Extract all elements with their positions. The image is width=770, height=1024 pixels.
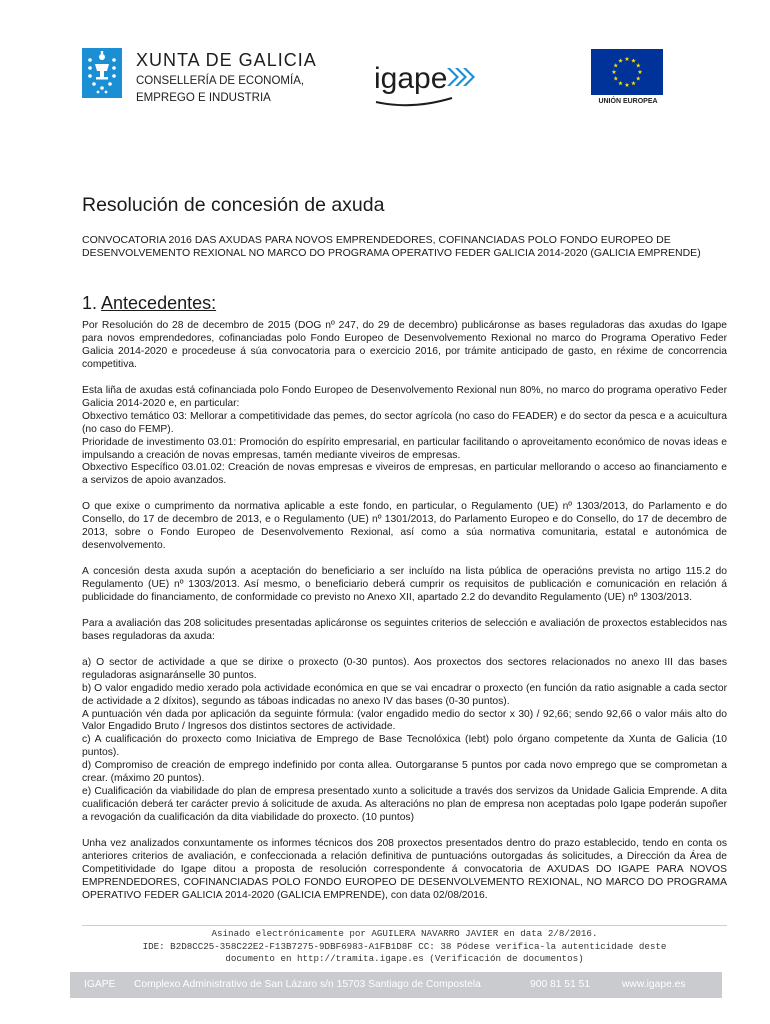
paragraph-evaluation: Para a avaliación das 208 solicitudes presentadas aplicáronse os seguintes criterios de selección e avaliación de proxectos establecidos nas bases reguladoras da axuda: — [82, 617, 727, 642]
conselleria-line-2: EMPREGO E INDUSTRIA — [136, 92, 271, 104]
criterion-c: c) A cualificación do proxecto como Iniciativa de Emprego de Base Tecnolóxica (Iebt) polo órgano competente da Xunta de Galicia (10 puntos). — [82, 734, 727, 759]
section-heading — [82, 293, 216, 314]
section-number: 1. — [82, 293, 102, 313]
signature-line-2: IDE: B2D8CC25-358C22E2-F13B7275-9DBF6983-A1FB1D8F CC: 38 Pódese verifica-la autenticidade deste — [142, 940, 667, 952]
paragraph-investment-priority: Prioridade de investimento 03.01: Promoción do espírito empresarial, en particular facilitando o aproveitamento económico de novas ideas e impulsando a creación de novas empresas, tamén mediante viveiros de empresas. — [82, 436, 727, 461]
footer-address: Complexo Administrativo de San Lázaro s/n 15703 Santiago de Compostela — [134, 979, 481, 990]
footer-org: IGAPE — [84, 979, 116, 990]
electronic-signature — [82, 928, 727, 966]
paragraph-resolution: Por Resolución do 28 de decembro de 2015 (DOG nº 247, do 29 de decembro) publicáronse as bases reguladoras das axudas do Igape para novos emprendedores, cofinanciadas polo Fondo Europeo de Desenvolvemento Rexional no marco do Programa Operativo Feder Galicia 2014-2020 e procedeuse á súa convocatoria para o exercicio 2016, por trámite anticipado de gasto, en réxime de concorrencia competitiva. — [82, 320, 727, 370]
paragraph-proposal: Unha vez analizados conxuntamente os informes técnicos dos 208 proxectos presentados dentro do prazo establecido, tendo en conta os anteriores criterios de avaliación, e confeccionada a relación definitiva de puntuacións outorgadas ás solicitudes, a Dirección da Área de Competitividade do Igape ditou a proposta de resolución correspondente á convocatoria de AXUDAS DO IGAPE PARA NOVOS EMPRENDEDORES, COFINANCIADAS POLO FONDO EUROPEO DE DESENVOLVEMENTO REXIONAL, NO MARCO DO PROGRAMA OPERATIVO FEDER GALICIA 2014-2020 (GALICIA EMPRENDE), con data 02/08/2016. — [82, 838, 727, 901]
paragraph-specific-objective: Obxectivo Específico 03.01.02: Creación de novas empresas e viveiros de empresas, en particular mellorando o acceso ao financiamento e a servizos de apoio avanzados. — [82, 462, 727, 487]
signature-divider — [82, 925, 727, 926]
footer-web[interactable]: www.igape.es — [622, 979, 686, 990]
signature-line-1: Asinado electrónicamente por AGUILERA NAVARRO JAVIER en data 2/8/2016. — [211, 928, 598, 939]
criterion-b: b) O valor engadido medio xerado pola actividade económica en que se vai encadrar o proxecto (en función da ratio asignable a cada sector de actividade a 2 díxitos), segundo as táboas indicadas no anexo IV das bases (0-30 puntos). — [82, 682, 727, 707]
paragraph-cofinancing: Esta liña de axudas está cofinanciada polo Fondo Europeo de Desenvolvemento Rexional nun 80%, no marco do programa operativo Feder Galicia 2014-2020 e, en particular: — [82, 384, 727, 409]
page-footer — [70, 972, 722, 998]
criterion-a: a) O sector de actividade a que se dirixe o proxecto (0-30 puntos). Aos proxectos dos sectores relacionados no anexo III das bases reguladoras asignaránselle 30 puntos. — [82, 656, 727, 681]
criterion-e: e) Cualificación da viabilidade do plan de empresa presentado xunto a solicitude a través dos servizos da Unidade Galicia Emprende. A dita cualificación deberá ter carácter previo á solicitude de axuda. As alteracións no plan de empresa non aceptadas polo Igape poderán supoñer a revogación da cualificación da dita viabilidade do proxecto. (10 puntos) — [82, 786, 727, 824]
eu-flag-icon — [591, 49, 663, 95]
xunta-title: XUNTA DE GALICIA — [136, 50, 317, 70]
signature-line-3: documento en http://tramita.igape.es (Verificación de documentos) — [225, 953, 584, 964]
igape-logo-icon — [372, 62, 484, 112]
criterion-b-formula: A puntuación vén dada por aplicación da seguinte fórmula: (valor engadido medio do sector x 30) / 92,66; sendo 92,66 o valor máis alto do Valor Engadido Bruto / Ingresos dos distintos sectores de actividade. — [82, 708, 727, 733]
paragraph-acceptance: A concesión desta axuda supón a aceptación do beneficiario a ser incluído na lista pública de operacións prevista no artigo 115.2 do Regulamento (UE) nº 1303/2013. Así mesmo, o beneficiario deberá cumprir os requisitos de publicación e comunicación en relación á publicidade do financiamento, de conformidade co previsto no Anexo XII, apartado 2.2 do devandito Regulamento (UE) nº 1303/2013. — [82, 566, 727, 603]
paragraph-regulation: O que exixe o cumprimento da normativa aplicable a este fondo, en particular, o Regulamento (UE) nº 1303/2013, do Parlamento e do Consello, do 17 de decembro de 2013, e o Regulamento (UE) nº 1301/2013, do Parlamento Europeo e do Consello, do 17 de decembro de 2013, sobre o Fondo Europeo de Desenvolvemento Rexional, así como a súa normativa comunitaria, estatal e autonómica de desenvolvemento. — [82, 501, 727, 552]
igape-logo-text: igape — [374, 62, 448, 95]
paragraph-thematic-objective: Obxectivo temático 03: Mellorar a competitividade das pemes, do sector agrícola (no caso do FEADER) e do sector da pesca e a acuicultura (no caso do FEMP). — [82, 410, 727, 435]
eu-label: UNIÓN EUROPEA — [598, 98, 658, 105]
xunta-header-text — [136, 50, 317, 105]
footer-phone: 900 81 51 51 — [530, 979, 591, 990]
call-description: CONVOCATORIA 2016 DAS AXUDAS PARA NOVOS EMPRENDEDORES, COFINANCIADAS POLO FONDO EUROPEO DE DESENVOLVEMENTO REXIONAL NO MARCO DO PROGRAMA OPERATIVO FEDER GALICIA 2014-2020 (GALICIA EMPRENDE) — [82, 234, 701, 260]
document-body — [82, 320, 727, 916]
section-title: Antecedentes: — [101, 293, 217, 313]
conselleria-line-1: CONSELLERÍA DE ECONOMÍA, — [136, 75, 305, 87]
criterion-d: d) Compromiso de creación de emprego indefinido por conta allea. Outorgaranse 5 puntos por cada novo emprego que se comprometan a crear. (máximo 20 puntos). — [82, 760, 727, 785]
xunta-de-galicia-emblem-icon — [82, 48, 122, 98]
document-title: Resolución de concesión de axuda — [82, 194, 385, 216]
